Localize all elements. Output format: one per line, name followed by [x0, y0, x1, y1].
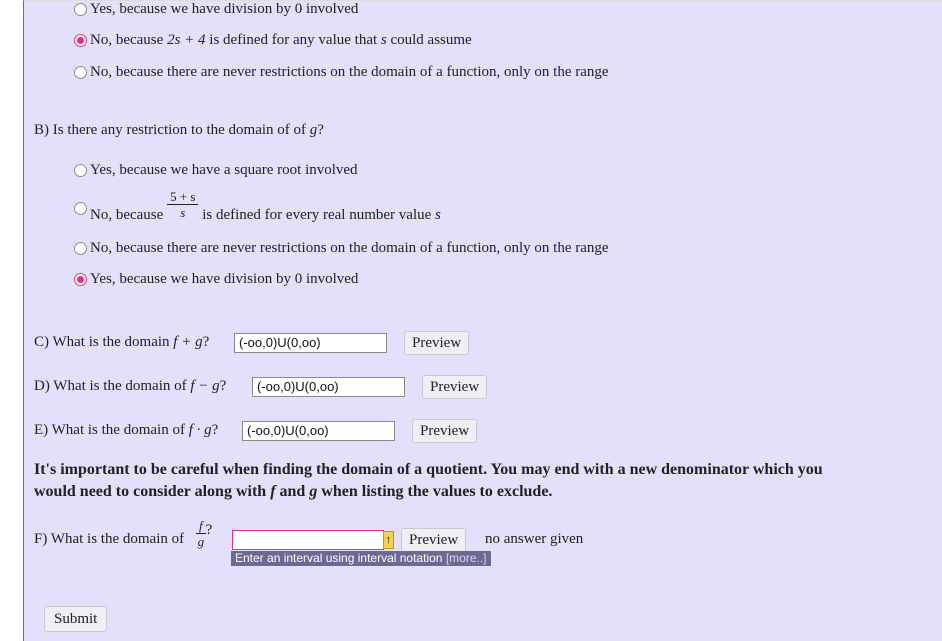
partA-radio-3[interactable]: [74, 66, 87, 79]
hint-more-link[interactable]: [more..]: [445, 551, 487, 565]
partB-option-3-label: No, because there are never restrictions on the domain of a function, only on the range: [90, 240, 609, 256]
partB-radio-3[interactable]: [74, 242, 87, 255]
quotient-note-line-2: would need to consider along with f and g when listing the values to exclude.: [34, 483, 553, 500]
partA-option-3-label: No, because there are never restrictions on the domain of a function, only on the range: [90, 64, 609, 80]
partF-question-label: F) What is the domain of: [34, 531, 185, 547]
partF-preview-button[interactable]: Preview: [401, 528, 466, 552]
partC-question: C) What is the domain f + g?: [34, 334, 210, 350]
fraction-5-plus-s-over-s: $\frac{5 + s}{s}$: [167, 189, 198, 220]
partB-option-2-label: No, because $\frac{5 + s}{s}$ is defined for every real number value s: [90, 189, 441, 223]
partD-answer-input[interactable]: (-oo,0)U(0,oo): [252, 377, 405, 397]
partC-answer-input[interactable]: (-oo,0)U(0,oo): [234, 333, 387, 353]
partB-radio-2[interactable]: [74, 202, 87, 215]
partB-radio-4[interactable]: [74, 273, 87, 286]
partB-question: B) Is there any restriction to the domain of of g?: [34, 122, 324, 138]
quotient-note-line-1: It's important to be careful when finding the domain of a quotient. You may end with a new denominator which you: [34, 461, 823, 478]
partA-radio-1[interactable]: [74, 3, 87, 16]
partB-option-4-label: Yes, because we have division by 0 involved: [90, 271, 359, 287]
partC-preview-button[interactable]: Preview: [404, 331, 469, 355]
partE-preview-button[interactable]: Preview: [412, 419, 477, 443]
partA-option-1-label: Yes, because we have division by 0 involved: [90, 1, 359, 17]
partF-status: no answer given: [485, 531, 584, 547]
submit-button[interactable]: Submit: [44, 606, 107, 632]
partF-hint-tooltip: Enter an interval using interval notation [more..]: [231, 551, 491, 566]
partB-option-1-label: Yes, because we have a square root involved: [90, 162, 358, 178]
hint-arrow-icon[interactable]: ↑: [383, 531, 394, 549]
partF-answer-input[interactable]: [232, 530, 384, 550]
partE-question: E) What is the domain of f · g?: [34, 422, 219, 438]
partA-radio-2[interactable]: [74, 34, 87, 47]
partD-question: D) What is the domain of f − g?: [34, 378, 227, 394]
partA-option-2-label: No, because 2s + 4 is defined for any value that s could assume: [90, 32, 472, 48]
partE-answer-input[interactable]: (-oo,0)U(0,oo): [242, 421, 395, 441]
partF-fraction: $\frac{f}{g}$ ?: [197, 518, 213, 549]
partB-radio-1[interactable]: [74, 164, 87, 177]
partD-preview-button[interactable]: Preview: [422, 375, 487, 399]
